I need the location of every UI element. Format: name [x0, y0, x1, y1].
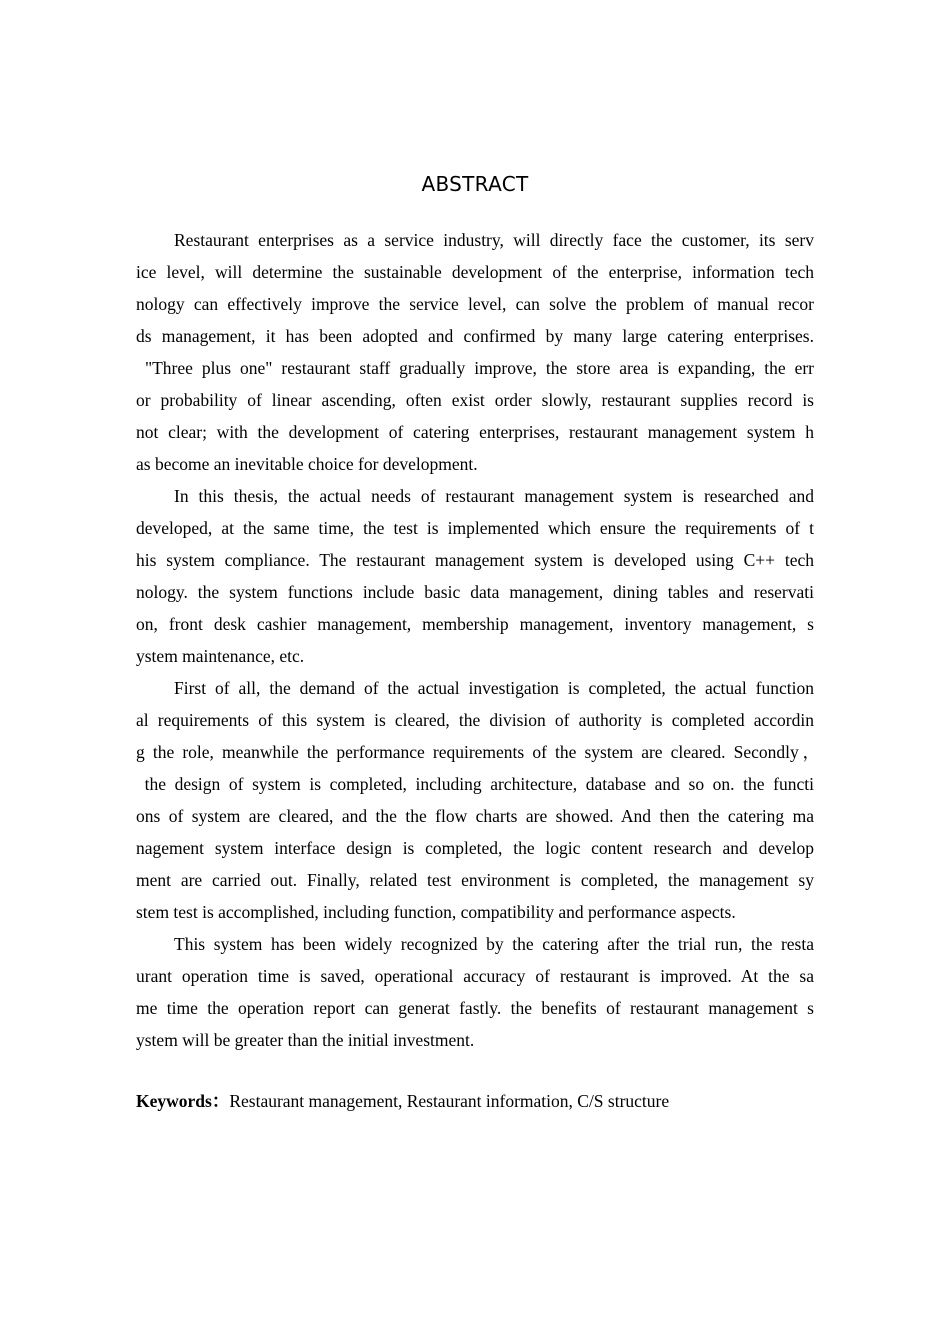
keywords-text: Restaurant management, Restaurant information, C/S structure	[229, 1091, 670, 1111]
text-line: ment are carried out. Finally, related test environment is completed, the management sy	[136, 870, 814, 890]
text-line: ice level, will determine the sustainable development of the enterprise, information tech	[136, 262, 814, 282]
text-line: on, front desk cashier management, membership management, inventory management, s	[136, 614, 814, 634]
text-line: his system compliance. The restaurant management system is developed using C++ tech	[136, 550, 814, 570]
text-line: "Three plus one" restaurant staff gradually improve, the store area is expanding, the err	[136, 358, 814, 378]
paragraph-2	[136, 480, 814, 672]
abstract-title: ABSTRACT	[421, 172, 529, 196]
text-line: me time the operation report can generat fastly. the benefits of restaurant management s	[136, 998, 814, 1018]
paragraph-3	[136, 672, 820, 928]
paragraph-1	[136, 224, 814, 480]
keywords-line	[136, 1085, 836, 1117]
abstract-body	[136, 224, 820, 1056]
text-line: nology. the system functions include basic data management, dining tables and reservati	[136, 582, 814, 602]
text-line: al requirements of this system is cleared, the division of authority is completed accordin	[136, 710, 814, 730]
text-line: nology can effectively improve the service level, can solve the problem of manual recor	[136, 294, 814, 314]
keywords-label: Keywords：	[136, 1091, 230, 1111]
text-line: urant operation time is saved, operational accuracy of restaurant is improved. At the sa	[136, 966, 814, 986]
text-line: not clear; with the development of catering enterprises, restaurant management system h	[136, 422, 814, 442]
text-line: Restaurant enterprises as a service industry, will directly face the customer, its serv	[174, 230, 814, 250]
text-line: In this thesis, the actual needs of restaurant management system is researched and	[174, 486, 814, 506]
text-line: developed, at the same time, the test is implemented which ensure the requirements of t	[136, 518, 814, 538]
text-line: This system has been widely recognized by the catering after the trial run, the resta	[174, 934, 814, 954]
text-line: g the role, meanwhile the performance requirements of the system are cleared. Secondly，	[136, 742, 820, 762]
text-line: stem test is accomplished, including function, compatibility and performance aspects.	[136, 902, 736, 922]
text-line: ystem will be greater than the initial investment.	[136, 1030, 475, 1050]
text-line: as become an inevitable choice for development.	[136, 454, 478, 474]
text-line: or probability of linear ascending, often exist order slowly, restaurant supplies record is	[136, 390, 814, 410]
paragraph-4	[136, 928, 814, 1056]
text-line: nagement system interface design is completed, the logic content research and develop	[136, 838, 814, 858]
text-line: First of all, the demand of the actual investigation is completed, the actual function	[174, 678, 814, 698]
text-line: the design of system is completed, including architecture, database and so on. the functi	[136, 774, 814, 794]
text-line: ds management, it has been adopted and confirmed by many large catering enterprises.	[136, 326, 814, 346]
text-line: ons of system are cleared, and the the flow charts are showed. And then the catering ma	[136, 806, 814, 826]
text-line: ystem maintenance, etc.	[136, 646, 305, 666]
